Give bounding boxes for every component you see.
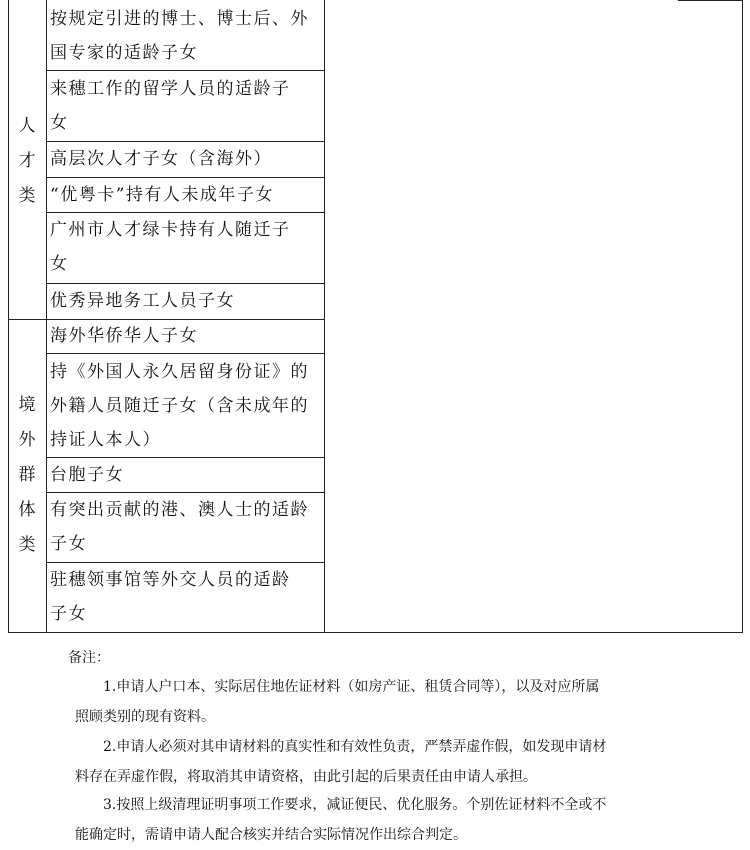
cell-line: 有突出贡献的港、澳人士的适龄 (50, 500, 309, 520)
table-row (50, 2, 309, 70)
table-divider-item (324, 0, 325, 632)
cell-line: 国专家的适龄子女 (50, 43, 198, 63)
category-char: 类 (18, 535, 36, 555)
note-item (75, 672, 685, 732)
table-row (50, 458, 124, 492)
cell-line: 台胞子女 (50, 465, 124, 485)
cell-line: 持《外国人永久居留身份证》的 (50, 362, 309, 382)
cell-line: “优粤卡”持有人未成年子女 (50, 185, 274, 205)
table-row (50, 563, 291, 631)
table-border-bottom (8, 632, 743, 633)
row-divider (46, 70, 325, 71)
note-item (75, 732, 685, 792)
cell-line: 来穗工作的留学人员的适龄子 (50, 79, 291, 99)
cell-line: 按规定引进的博士、博士后、外 (50, 9, 309, 29)
cell-line: 驻穗领事馆等外交人员的适龄 (50, 570, 291, 590)
table-row (50, 284, 235, 318)
table-row (50, 142, 272, 176)
table-row (50, 72, 291, 140)
category-label-talent (9, 109, 45, 214)
note-item (75, 790, 685, 850)
cell-line: 优秀异地务工人员子女 (50, 291, 235, 311)
table-row (50, 493, 309, 561)
category-char: 人 (18, 116, 36, 136)
table-border-top-stub (678, 0, 743, 1)
note-line: 照顾类别的现有资料。 (75, 709, 215, 725)
note-line: 3.按照上级清理证明事项工作要求，减证便民、优化服务。个别佐证材料不全或不 (103, 797, 607, 813)
cell-line: 海外华侨华人子女 (50, 326, 198, 346)
cell-line: 广州市人才绿卡持有人随迁子 (50, 220, 291, 240)
table-row (50, 213, 291, 281)
cell-line: 子女 (50, 604, 87, 624)
table-row (50, 319, 198, 353)
cell-line: 持证人本人） (50, 430, 161, 450)
table-row (50, 178, 274, 212)
cell-line: 女 (50, 254, 69, 274)
category-label-overseas (9, 388, 45, 563)
category-char: 群 (18, 465, 36, 485)
table-border-right (742, 0, 743, 632)
note-line: 能确定时，需请申请人配合核实并结合实际情况作出综合判定。 (75, 827, 467, 843)
category-char: 境 (18, 395, 36, 415)
note-line: 料存在弄虚作假，将取消其申请资格，由此引起的后果责任由申请人承担。 (75, 769, 537, 785)
cell-line: 女 (50, 113, 69, 133)
category-char: 外 (18, 430, 36, 450)
row-divider (46, 353, 325, 354)
cell-line: 子女 (50, 534, 87, 554)
note-line: 2.申请人必须对其申请材料的真实性和有效性负责，严禁弄虚作假，如发现申请材 (103, 739, 607, 755)
category-char: 类 (18, 186, 36, 206)
cell-line: 高层次人才子女（含海外） (50, 149, 272, 169)
note-line: 1.申请人户口本、实际居住地佐证材料（如房产证、租赁合同等），以及对应所属 (103, 679, 600, 695)
cell-line: 外籍人员随迁子女（含未成年的 (50, 396, 309, 416)
notes-title: 备注： (68, 650, 110, 666)
table-row (50, 355, 309, 457)
table-divider-category (46, 0, 47, 632)
category-char: 体 (18, 500, 36, 520)
category-char: 才 (18, 151, 36, 171)
